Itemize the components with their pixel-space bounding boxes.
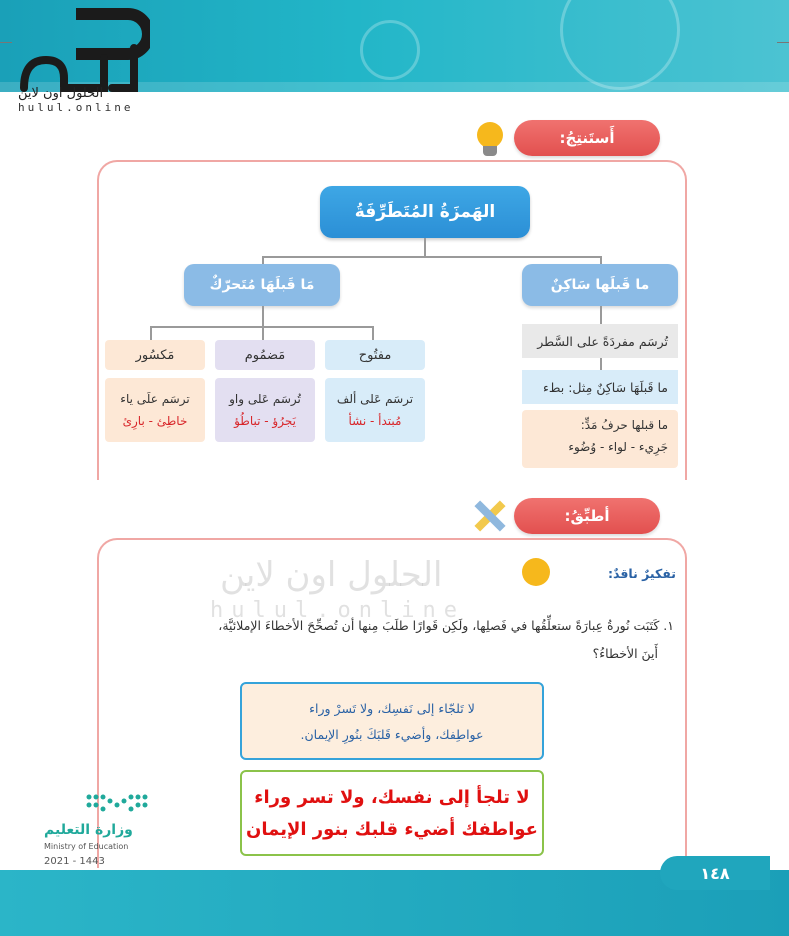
rule-example: جَرِيء - لواء - وُضُوء xyxy=(568,440,668,454)
connector-line xyxy=(600,358,602,370)
branch-static: ما قَبلَها سَاكِنٌ xyxy=(522,264,678,306)
lightbulb-base xyxy=(483,146,497,156)
watermark-latin: hulul.online xyxy=(210,598,465,623)
rule-madd xyxy=(522,410,678,468)
rule-damm xyxy=(215,378,315,442)
deduce-label: أَستَنتِجُ: xyxy=(514,120,660,156)
category-kasr: مَكسُور xyxy=(105,340,205,370)
connector-line xyxy=(600,256,602,264)
lightbulb-icon xyxy=(477,122,503,148)
connector-line xyxy=(262,326,264,340)
category-fath: مفتُوح xyxy=(325,340,425,370)
ministry-english-name: Ministry of Education xyxy=(44,842,129,851)
connector-line xyxy=(262,256,602,258)
thinking-icon xyxy=(522,558,550,586)
crop-mark xyxy=(777,42,789,43)
connector-line xyxy=(150,326,152,340)
connector-line xyxy=(372,326,374,340)
rule-fath xyxy=(325,378,425,442)
question-text: كَتَبَت نُورةُ عِبارَةً ستعلِّقُها في فَصلِها، ولَكِن قَوارًا طلَبَ مِنها أن تُصحِّحَ الأخطاءَ الإملائيَّة، xyxy=(218,618,660,633)
rule-text: تُرسَم عَلى واو xyxy=(229,392,301,406)
answer-line: عواطفك أضيء قلبك بنور الإيمان xyxy=(246,819,538,840)
apply-label: أطبِّقُ: xyxy=(514,498,660,534)
question-number: ١. xyxy=(663,618,674,633)
rule-text: ترسَم عَلى ألف xyxy=(336,392,414,406)
critical-thinking-label: تفكيرٌ ناقدٌ: xyxy=(608,566,676,581)
category-damm: مَضمُوم xyxy=(215,340,315,370)
answer-line: لا تلجأ إلى نفسك، ولا تسر وراء xyxy=(254,787,530,808)
erroneous-sentence-box xyxy=(240,682,544,760)
connector-line xyxy=(424,238,426,256)
logo-arabic-text: الحلول اون لاين xyxy=(18,86,104,101)
rule-text: ترسَم علَى ياء xyxy=(120,392,190,406)
rule-example: يَجرُؤ - تباطُؤ xyxy=(234,414,296,428)
question-line-1 xyxy=(108,618,674,633)
rule-on-line: تُرسَم مفردَةً على السَّطر xyxy=(522,324,678,358)
rule-example: مُبتدأ - نشأ xyxy=(348,414,402,428)
ministry-year: 2021 - 1443 xyxy=(44,856,105,867)
diagram-title: الهَمزَةُ المُتَطَرِّفَةُ xyxy=(320,186,530,238)
pencil-ruler-icon xyxy=(470,496,510,536)
hulul-logo-icon xyxy=(16,8,150,98)
connector-line xyxy=(600,306,602,324)
decorative-circle xyxy=(360,20,420,80)
connector-line xyxy=(262,306,264,326)
sentence-line: لا تَلجّاء إلى نَفسِك، ولا تَسرْ وراء xyxy=(309,701,475,716)
branch-moving: مَا قَبلَهَا مُتَحرّكٌ xyxy=(184,264,340,306)
sentence-line: عواطِفك، وأضيء قَلبَكَ بنُورِ الإيمان. xyxy=(300,727,484,742)
rule-example: خاطِئ - بارِئ xyxy=(122,414,188,428)
rule-kasr xyxy=(105,378,205,442)
logo-latin-text: hulul.online xyxy=(18,101,134,114)
rule-text: ما قبلها حرفُ مَدٍّ: xyxy=(580,418,668,432)
rule-static-example: ما قَبلَهَا سَاكِنٌ مِثل: بطء xyxy=(522,370,678,404)
answer-box xyxy=(240,770,544,856)
ministry-logo-icon xyxy=(84,792,154,816)
watermark-arabic: الحلول اون لاين xyxy=(220,555,443,595)
connector-line xyxy=(262,256,264,264)
connector-line xyxy=(150,326,372,328)
question-line-2: أَينَ الأخطاءُ؟ xyxy=(592,646,658,661)
ministry-arabic-name: وزارة التعليم xyxy=(44,822,133,838)
crop-mark xyxy=(0,42,12,43)
page-number: ١٤٨ xyxy=(660,856,770,890)
